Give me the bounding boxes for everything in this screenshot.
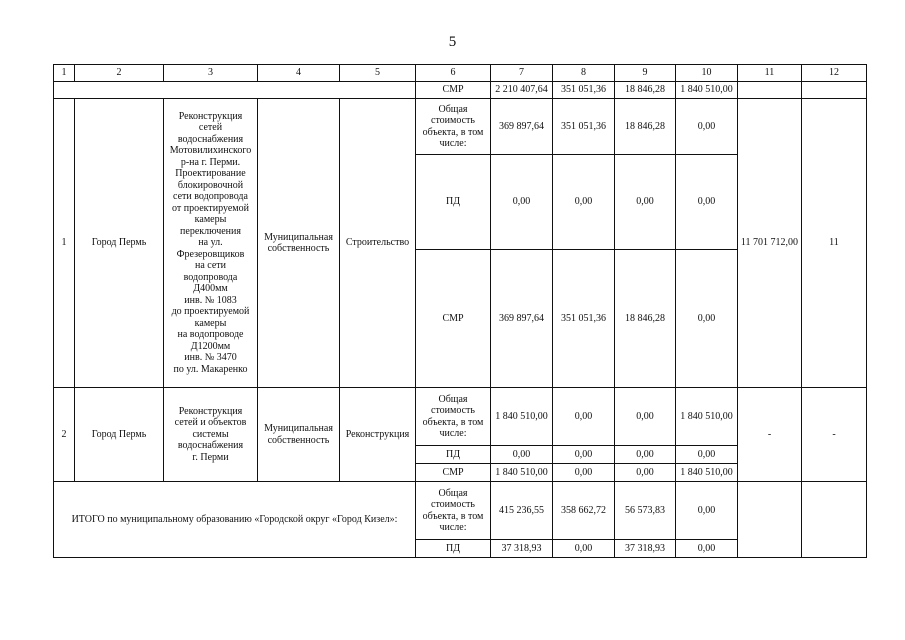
value-cell: 37 318,93 (615, 540, 676, 558)
header-cell: 2 (75, 65, 164, 82)
cost-type-line: стоимость (431, 405, 475, 416)
ownership-cell (258, 99, 340, 388)
object-line: Д400мм (193, 283, 228, 295)
object-line: Мотовилихинского (169, 145, 252, 157)
header-cell: 4 (258, 65, 340, 82)
city-cell: Город Пермь (75, 388, 164, 482)
value-cell: 2 210 407,64 (491, 82, 553, 99)
cost-type-line: объекта, в том (422, 510, 484, 522)
value-cell: - (802, 388, 867, 482)
header-cell: 7 (491, 65, 553, 82)
object-line: инв. № 1083 (184, 294, 237, 306)
value-cell: 0,00 (553, 155, 615, 250)
object-line: сетей (198, 122, 223, 134)
object-line: р-на г. Перми. (180, 156, 241, 168)
header-cell: 3 (164, 65, 258, 82)
ownership-cell (258, 388, 340, 482)
empty-cell (54, 82, 416, 99)
table-row (54, 82, 867, 99)
object-line: Фрезеровщиков (176, 248, 245, 260)
value-cell: 18 846,28 (615, 250, 676, 388)
value-cell: 0,00 (676, 99, 738, 155)
city-cell: Город Пермь (75, 99, 164, 388)
cost-type-cell: СМР (416, 82, 491, 99)
value-cell: 18 846,28 (615, 82, 676, 99)
value-cell: 1 840 510,00 (676, 388, 738, 446)
value-cell: 1 840 510,00 (676, 82, 738, 99)
cost-type-cell (416, 482, 491, 540)
empty-cell (802, 82, 867, 99)
cost-type-cell (416, 388, 491, 446)
object-line: переключения (180, 225, 241, 237)
cost-type-line: числе: (439, 138, 467, 149)
value-cell: 0,00 (553, 540, 615, 558)
object-cell (164, 99, 258, 388)
header-cell: 8 (553, 65, 615, 82)
value-cell: 415 236,55 (491, 482, 553, 540)
object-line: г. Перми (192, 451, 229, 463)
cost-type-cell (416, 99, 491, 155)
value-cell: 0,00 (553, 446, 615, 464)
object-line: сети водопровода (173, 191, 248, 203)
work-type-cell: Строительство (340, 99, 416, 388)
cost-type-line: стоимость (431, 115, 475, 126)
value-cell: - (738, 388, 802, 482)
cost-type-line: стоимость (431, 499, 475, 510)
value-cell: 11 701 712,00 (738, 99, 802, 388)
work-type-cell: Реконструкция (340, 388, 416, 482)
object-line: камеры (194, 317, 227, 329)
table-row (54, 388, 867, 446)
cost-type-cell: ПД (416, 155, 491, 250)
object-line: сетей и объектов (174, 417, 247, 429)
header-row (54, 65, 867, 82)
object-line: Д1200мм (190, 340, 231, 352)
header-cell: 12 (802, 65, 867, 82)
value-cell: 37 318,93 (491, 540, 553, 558)
value-cell: 18 846,28 (615, 99, 676, 155)
table-row (54, 482, 867, 540)
row-number: 2 (54, 388, 75, 482)
investment-table (53, 64, 867, 558)
value-cell: 0,00 (676, 446, 738, 464)
cost-type-line: Общая (438, 103, 468, 115)
object-line: водоснабжения (177, 440, 244, 452)
value-cell: 1 840 510,00 (491, 464, 553, 482)
value-cell: 1 840 510,00 (676, 464, 738, 482)
value-cell: 0,00 (553, 464, 615, 482)
value-cell: 0,00 (615, 155, 676, 250)
cost-type-cell: ПД (416, 540, 491, 558)
object-line: на водопроводе (177, 329, 244, 341)
cost-type-line: Общая (438, 487, 468, 499)
object-line: водоснабжения (177, 133, 244, 145)
object-line: Проектирование (175, 168, 246, 180)
header-cell: 11 (738, 65, 802, 82)
value-cell: 0,00 (615, 464, 676, 482)
object-line: по ул. Макаренко (173, 363, 248, 375)
empty-cell (738, 82, 802, 99)
empty-cell (738, 482, 802, 558)
header-cell: 9 (615, 65, 676, 82)
cost-type-line: Общая (438, 393, 468, 405)
cost-type-line: числе: (439, 522, 467, 533)
value-cell: 0,00 (615, 446, 676, 464)
object-line: от проектируемой (172, 202, 249, 214)
value-cell: 351 051,36 (553, 250, 615, 388)
row-number: 1 (54, 99, 75, 388)
value-cell: 0,00 (676, 540, 738, 558)
value-cell: 0,00 (553, 388, 615, 446)
value-cell: 0,00 (676, 250, 738, 388)
header-cell: 1 (54, 65, 75, 82)
cost-type-cell: СМР (416, 250, 491, 388)
object-line: Реконструкция (178, 405, 243, 417)
value-cell: 11 (802, 99, 867, 388)
header-cell: 10 (676, 65, 738, 82)
total-label: ИТОГО по муниципальному образованию «Городской округ «Город Кизел»: (54, 482, 416, 558)
object-line: системы (192, 428, 229, 440)
cost-type-cell: СМР (416, 464, 491, 482)
value-cell: 0,00 (491, 155, 553, 250)
value-cell: 369 897,64 (491, 99, 553, 155)
object-line: камеры (194, 214, 227, 226)
object-line: на ул. (198, 237, 223, 249)
page-number: 5 (448, 34, 457, 50)
object-line: инв. № 3470 (184, 352, 237, 364)
object-line: водопровода (183, 271, 238, 283)
object-cell (164, 388, 258, 482)
value-cell: 56 573,83 (615, 482, 676, 540)
cost-type-line: объекта, в том (422, 416, 484, 428)
header-cell: 6 (416, 65, 491, 82)
ownership-line: Муниципальная (264, 423, 333, 434)
value-cell: 0,00 (615, 388, 676, 446)
cost-type-cell: ПД (416, 446, 491, 464)
value-cell: 351 051,36 (553, 82, 615, 99)
ownership-line: собственность (267, 434, 330, 446)
value-cell: 0,00 (491, 446, 553, 464)
object-line: на сети (194, 260, 226, 272)
object-line: до проектируемой (171, 306, 250, 318)
cost-type-line: числе: (439, 428, 467, 439)
table-row (54, 99, 867, 155)
value-cell: 0,00 (676, 155, 738, 250)
cost-type-line: объекта, в том (422, 126, 484, 138)
value-cell: 369 897,64 (491, 250, 553, 388)
value-cell: 351 051,36 (553, 99, 615, 155)
header-cell: 5 (340, 65, 416, 82)
object-line: Реконструкция (178, 110, 243, 122)
object-line: блокировочной (177, 179, 244, 191)
value-cell: 0,00 (676, 482, 738, 540)
value-cell: 1 840 510,00 (491, 388, 553, 446)
ownership-line: собственность (267, 243, 330, 254)
ownership-line: Муниципальная (264, 231, 333, 243)
empty-cell (802, 482, 867, 558)
value-cell: 358 662,72 (553, 482, 615, 540)
